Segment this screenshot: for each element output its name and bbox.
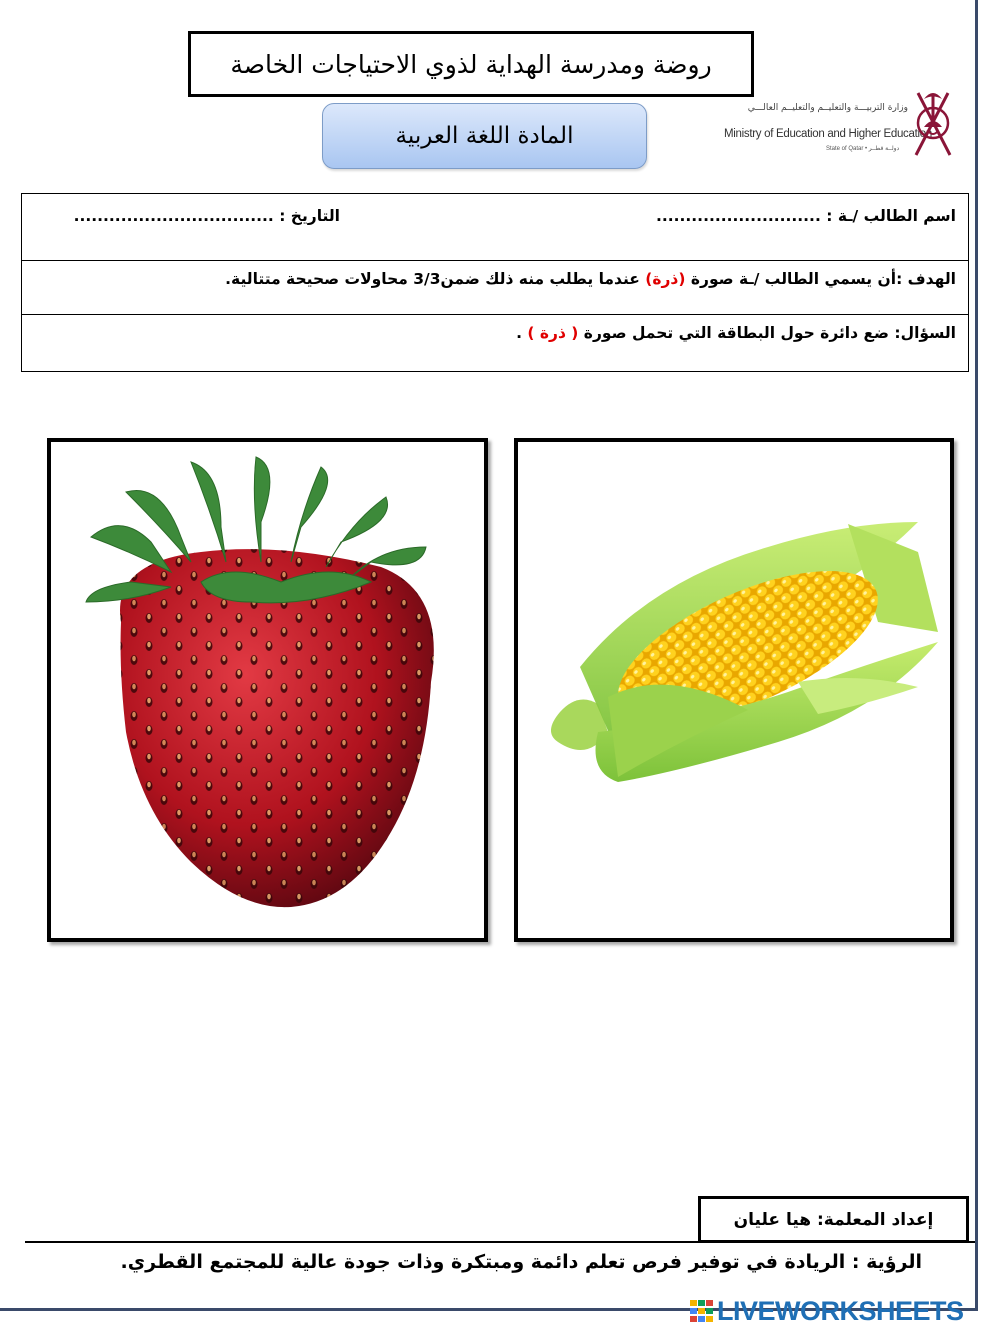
student-name-field[interactable] [656,207,956,225]
ministry-state: State of Qatar • دولــة قطــر [826,146,900,152]
ministry-english-name: Ministry of Education and Higher Education [724,128,932,140]
school-name-box [188,31,754,97]
goal-row [22,261,968,315]
goal-count: 3/3 [413,270,441,288]
question-text [516,324,956,342]
vision-statement: الرؤية : الريادة في توفير فرص تعلم دائمة ومبتكرة وذات جودة عالية للمجتمع القطري. [120,1251,922,1273]
liveworksheets-text: LIVEWORKSHEETS [717,1295,964,1326]
ministry-arabic-name: وزارة التربيـــة والتعليــم والتعليــم العالـــي [747,103,908,113]
strawberry-image [51,442,484,938]
corn-image [518,442,950,938]
card-strawberry[interactable] [47,438,488,942]
school-name: روضة ومدرسة الهداية لذوي الاحتياجات الخاصة [230,49,712,79]
ministry-logo [722,85,957,160]
qatar-emblem-icon [910,85,956,160]
student-row [22,194,968,261]
card-corn[interactable] [514,438,954,942]
question-row [22,315,968,371]
goal-text [225,270,956,288]
goal-target-word: (ذرة) [645,270,686,288]
student-name-dots: ............................ [655,207,821,225]
subject-title: المادة اللغة العربية [395,123,574,149]
question-suffix: . [516,324,528,342]
teacher-name: إعداد المعلمة: هيا عليان [733,1209,934,1230]
goal-middle: عندما يطلب منه ذلك ضمن [440,270,646,288]
date-label: التاريخ : [279,207,340,225]
student-name-label: اسم الطالب /ـة : [826,207,956,225]
question-prefix: السؤال: ضع دائرة حول البطاقة التي تحمل صورة [578,324,956,342]
page-border-right [975,0,978,1310]
info-table [21,193,969,372]
date-dots: .................................. [73,207,274,225]
question-target-word: ( ذرة ) [527,324,579,342]
liveworksheets-icon [690,1300,714,1322]
liveworksheets-logo [690,1294,990,1328]
date-field[interactable] [74,207,340,225]
footer-divider [25,1241,975,1243]
goal-prefix: الهدف :أن يسمي الطالب /ـة صورة [685,270,956,288]
subject-banner [322,103,647,169]
teacher-box [698,1196,969,1243]
goal-suffix: محاولات صحيحة متتالية. [225,270,414,288]
